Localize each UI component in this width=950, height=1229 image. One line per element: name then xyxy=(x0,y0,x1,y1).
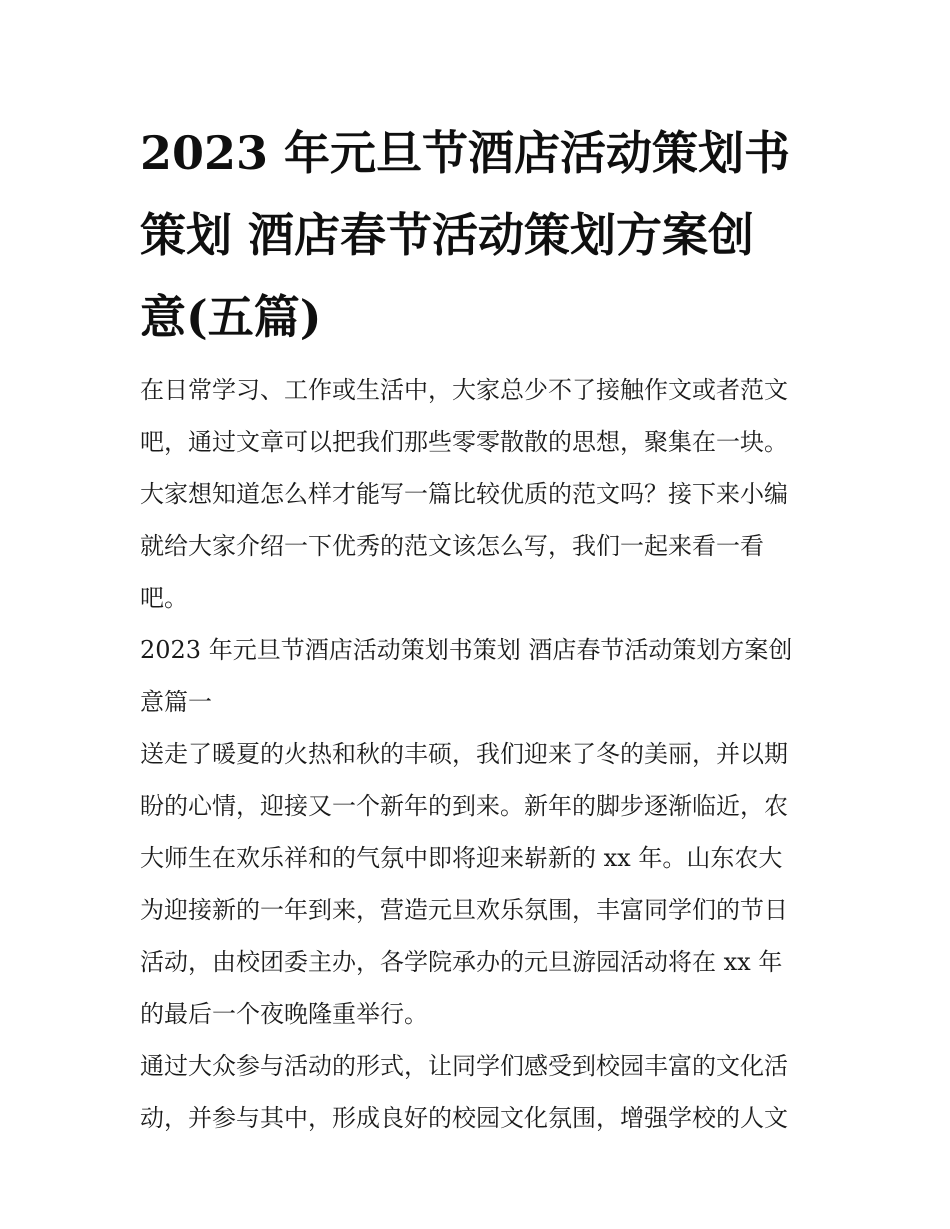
text-line: 2023 年元旦节酒店活动策划书策划 酒店春节活动策划方案创 xyxy=(140,636,793,664)
text-line: 意篇一 xyxy=(140,688,212,716)
text-line: 吧。 xyxy=(140,584,188,612)
text-line: 通过大众参与活动的形式，让同学们感受到校园丰富的文化活 xyxy=(140,1052,788,1080)
text-line: 盼的心情，迎接又一个新年的到来。新年的脚步逐渐临近，农 xyxy=(140,792,788,820)
title-line: 意(五篇) xyxy=(140,290,322,344)
text-line: 在日常学习、工作或生活中，大家总少不了接触作文或者范文 xyxy=(140,376,788,404)
text-line: 动，并参与其中，形成良好的校园文化氛围，增强学校的人文 xyxy=(140,1104,788,1132)
body-paragraph-2 xyxy=(140,1040,812,1144)
document-title xyxy=(140,112,812,358)
intro-paragraph xyxy=(140,364,812,624)
text-line: 的最后一个夜晚隆重举行。 xyxy=(140,1000,428,1028)
document-body xyxy=(140,364,812,1144)
document-page xyxy=(140,112,812,1144)
text-line: 活动，由校团委主办，各学院承办的元旦游园活动将在 xx 年 xyxy=(140,948,783,976)
text-line: 为迎接新的一年到来，营造元旦欢乐氛围，丰富同学们的节日 xyxy=(140,896,788,924)
title-line: 2023 年元旦节酒店活动策划书 xyxy=(140,126,791,180)
text-line: 就给大家介绍一下优秀的范文该怎么写，我们一起来看一看 xyxy=(140,532,764,560)
text-line: 大家想知道怎么样才能写一篇比较优质的范文吗？接下来小编 xyxy=(140,480,788,508)
text-line: 大师生在欢乐祥和的气氛中即将迎来崭新的 xx 年。山东农大 xyxy=(140,844,783,872)
section-heading xyxy=(140,624,812,728)
text-line: 吧，通过文章可以把我们那些零零散散的思想，聚集在一块。 xyxy=(140,428,788,456)
text-line: 送走了暖夏的火热和秋的丰硕，我们迎来了冬的美丽，并以期 xyxy=(140,740,788,768)
body-paragraph-1 xyxy=(140,728,812,1040)
title-line: 策划 酒店春节活动策划方案创 xyxy=(140,208,755,262)
